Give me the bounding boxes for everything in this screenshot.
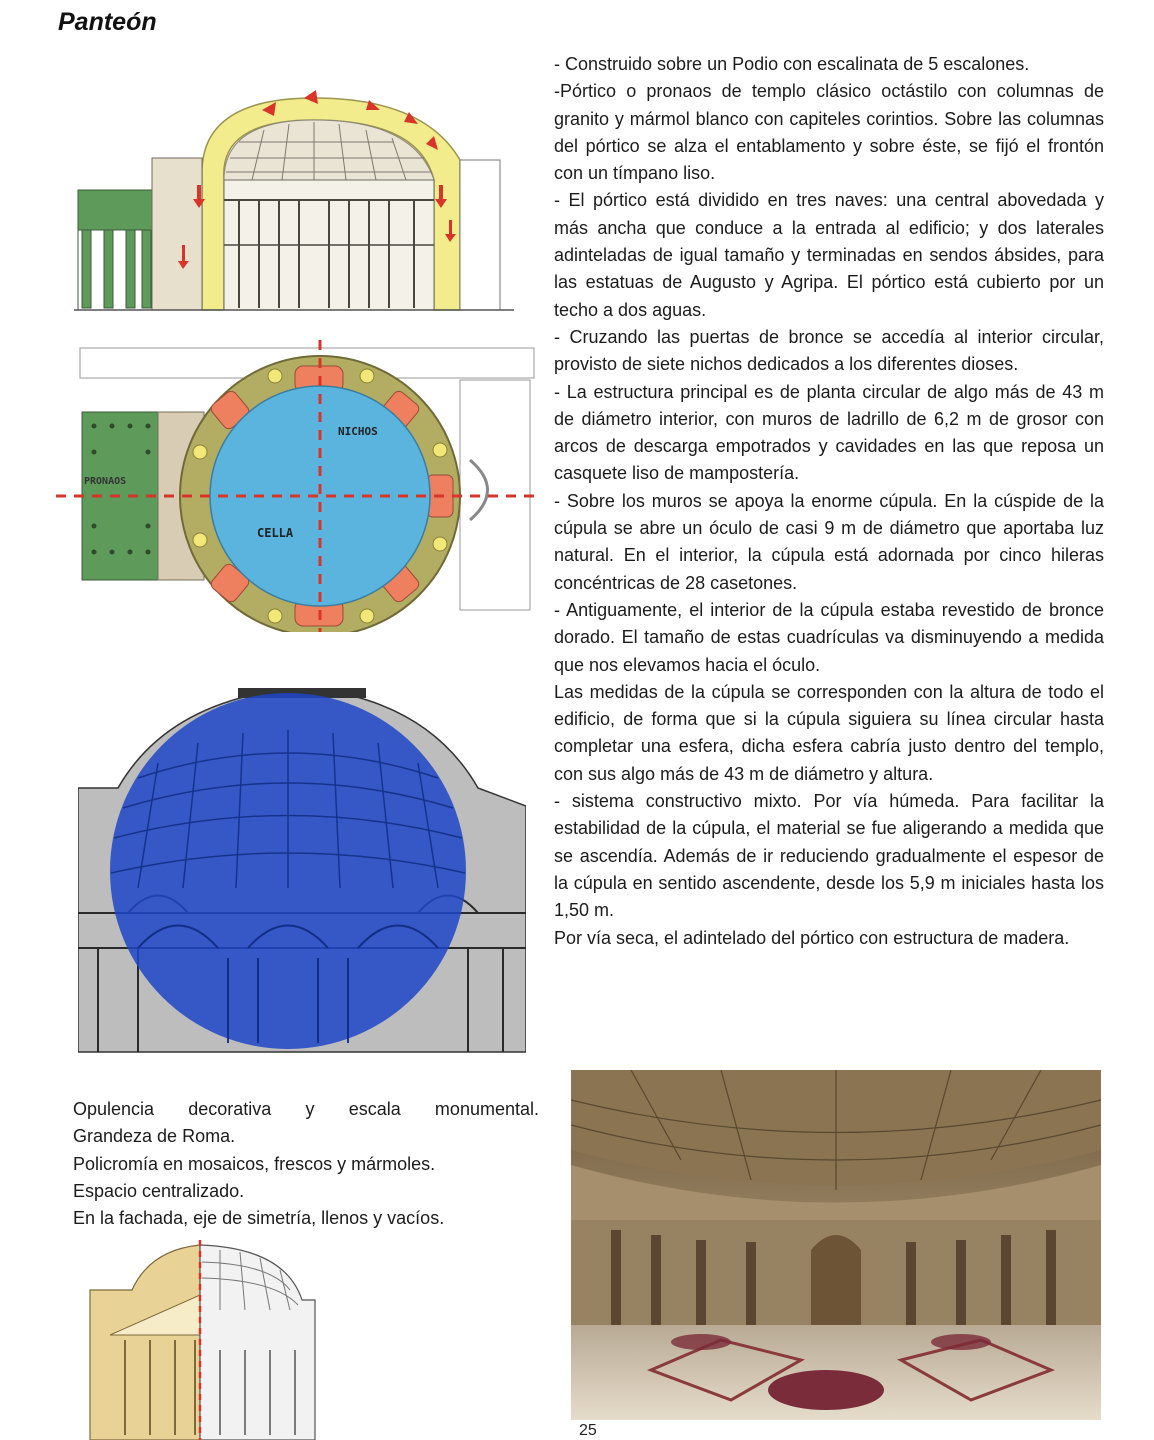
paragraph-sistema-seco: Por vía seca, el adintelado del pórtico con estructura de madera. bbox=[554, 927, 1070, 948]
note-fachada: En la fachada, eje de simetría, llenos y vacíos. bbox=[73, 1208, 445, 1229]
characteristics-notes bbox=[73, 1096, 539, 1232]
interior-photo bbox=[571, 1070, 1101, 1420]
paragraph-puertas: - Cruzando las puertas de bronce se accedía al interior circular, provisto de siete nichos dedicados a los diferentes dioses. bbox=[554, 326, 1104, 375]
section-load-diagram bbox=[74, 80, 514, 320]
description-text bbox=[554, 51, 1104, 952]
page-title: Panteón bbox=[58, 8, 157, 36]
paragraph-naves: - El pórtico está dividido en tres naves: una central abovedada y más ancha que conduce a la entrada al edificio; y dos laterales adinteladas de igual tamaño y terminadas en sendos ábsides, para las estatuas de Augusto y Agripa. El pórtico está cubierto por un techo a dos aguas. bbox=[554, 190, 1104, 320]
paragraph-sistema-humedo: - sistema constructivo mixto. Por vía húmeda. Para facilitar la estabilidad de la cúpula, el material se fue aligerando a medida que se ascendía. Además de ir reduciendo gradualmente el espesor de la cúpula en sentido ascendente, desde los 5,9 m iniciales hasta los 1,50 m. bbox=[554, 791, 1104, 921]
plan-label-cella: CELLA bbox=[257, 526, 294, 540]
paragraph-portico: -Pórtico o pronaos de templo clásico octástilo con columnas de granito y mármol blanco con capiteles corintios. Sobre las columnas del pórtico se alza el entablamento y sobre éste, se fijó el frontón con un tímpano liso. bbox=[554, 81, 1104, 184]
paragraph-bronce: - Antiguamente, el interior de la cúpula estaba revestido de bronce dorado. El tamaño de estas cuadrículas va disminuyendo a medida que nos elevamos hacia el óculo. bbox=[554, 599, 1104, 675]
facade-section-diagram bbox=[80, 1240, 320, 1440]
note-opulencia: Opulencia decorativa y escala monumental. bbox=[73, 1099, 539, 1119]
plan-label-pronaos: PRONAOS bbox=[84, 476, 127, 487]
floor-plan-diagram bbox=[50, 340, 540, 632]
note-grandeza: Grandeza de Roma. bbox=[73, 1126, 236, 1147]
note-espacio: Espacio centralizado. bbox=[73, 1180, 245, 1201]
paragraph-podio: - Construido sobre un Podio con escalinata de 5 escalones. bbox=[554, 54, 1030, 74]
inscribed-sphere-section bbox=[78, 688, 526, 1054]
paragraph-medidas: Las medidas de la cúpula se corresponden con la altura de todo el edificio, de forma que si la cúpula siguiera su línea circular hasta completar una esfera, dicha esfera cabría justo dentro del templo, con sus algo más de 43 m de diámetro y altura. bbox=[554, 681, 1104, 784]
paragraph-estructura: - La estructura principal es de planta circular de algo más de 43 m de diámetro interior, con muros de ladrillo de 6,2 m de grosor con arcos de descarga empotrados y cavidades en las que reposa un casquete liso de mampostería. bbox=[554, 381, 1104, 484]
paragraph-cupula: - Sobre los muros se apoya la enorme cúpula. En la cúspide de la cúpula se abre un óculo de casi 9 m de diámetro que aportaba luz natural. En el interior, la cúpula está adornada por cinco hileras concéntricas de 28 casetones. bbox=[554, 490, 1104, 593]
note-policromia: Policromía en mosaicos, frescos y mármoles. bbox=[73, 1153, 436, 1174]
plan-label-nichos: NICHOS bbox=[338, 425, 378, 438]
page-number: 25 bbox=[579, 1422, 597, 1439]
